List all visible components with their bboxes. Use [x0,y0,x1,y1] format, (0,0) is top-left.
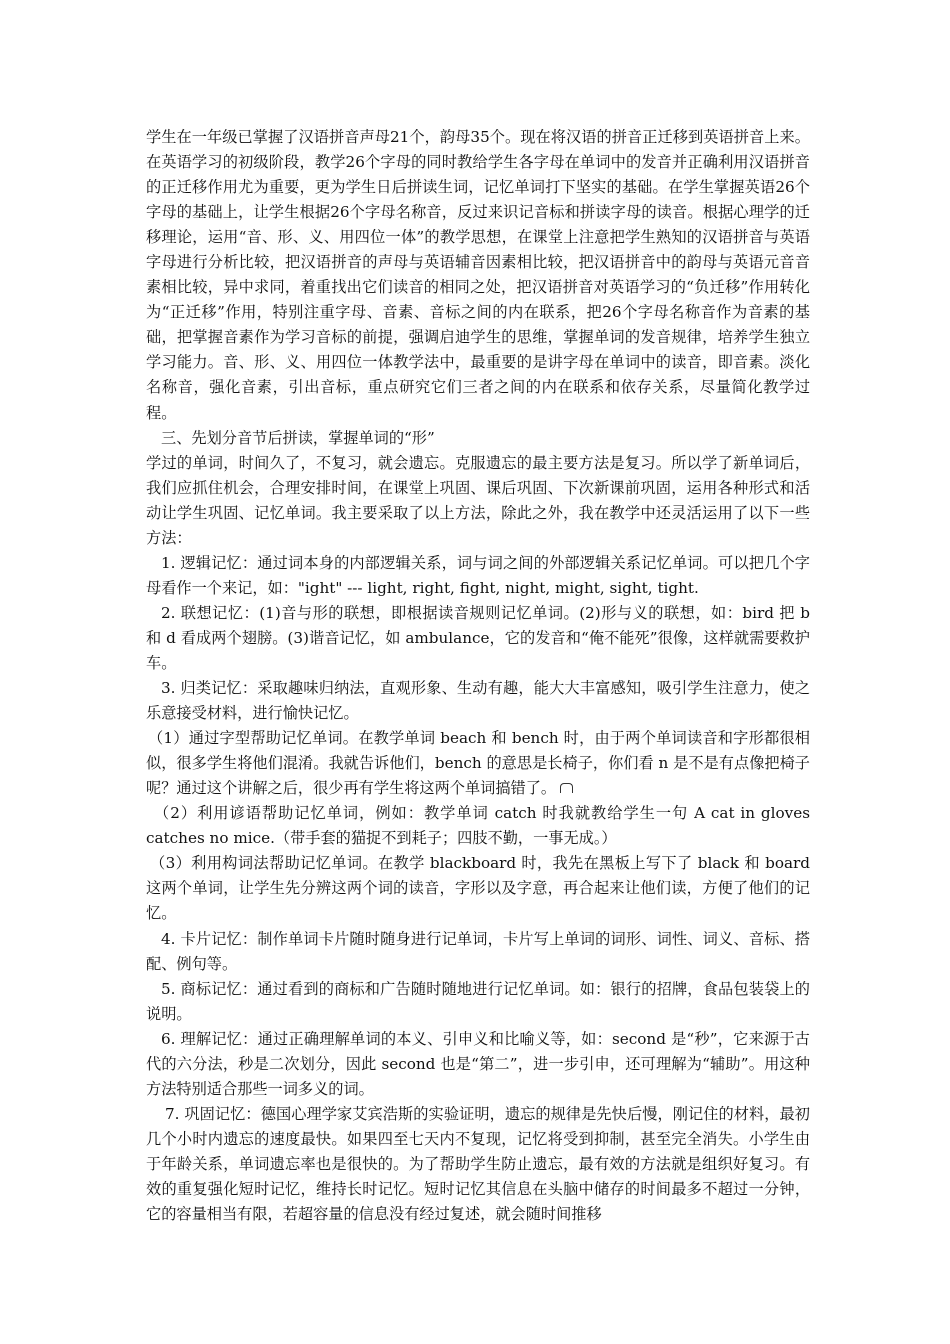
method-association-memory: 2. 联想记忆：(1)音与形的联想，即根据读音规则记忆单词。(2)形与义的联想，如：bird 把 b 和 d 看成两个翅膀。(3)谐音记忆，如 ambulance，它的发音和“俺不能死”很像，这样就需要救护车。 [146,603,810,672]
sub-method-word-formation: （3）利用构词法帮助记忆单词。在教学 blackboard 时，我先在黑板上写下了 black 和 board 这两个单词，让学生先分辨这两个词的读音，字形以及字意，再合起来让他们读，方便了他们的记忆。 [146,854,810,923]
method-understanding-memory: 6. 理解记忆：通过正确理解单词的本义、引申义和比喻义等，如：second 是“秒”，它来源于古代的六分法，秒是二次划分，因此 second 也是“第二”，进一步引申，还可理解为“辅助”。用这种方法特别适合那些一词多义的词。 [146,1029,810,1098]
sub-method-word-shape-text: （1）通过字型帮助记忆单词。在教学单词 beach 和 bench 时，由于两个单词读音和字形都很相似，很多学生将他们混淆。我就告诉他们，bench 的意思是长椅子，你们看 n 是不是有点像把椅子呢？通过这个讲解之后，很少再有学生将这两个单词搞错了。 [146,729,810,798]
paragraph-pinyin-transfer: 学生在一年级已掌握了汉语拼音声母21个，韵母35个。现在将汉语的拼音正迁移到英语拼音上来。在英语学习的初级阶段，教学26个字母的同时教给学生各字母在单词中的发音并正确利用汉语拼音的正迁移作用尤为重要，更为学生日后拼读生词，记忆单词打下坚实的基础。在学生掌握英语26个字母的基础上，让学生根据26个字母名称音，反过来识记音标和拼读字母的读音。根据心理学的迁移理论，运用“音、形、义、用四位一体”的教学思想，在课堂上注意把学生熟知的汉语拼音与英语字母进行分析比较，把汉语拼音的声母与英语辅音因素相比较，把汉语拼音中的韵母与英语元音音素相比较，异中求同，着重找出它们读音的相同之处，把汉语拼音对英语学习的“负迁移”作用转化为“正迁移”作用，特别注重字母、音素、音标之间的内在联系，把26个字母名称音作为音素的基础，把掌握音素作为学习音标的前提，强调启迪学生的思维，掌握单词的发音规律，培养学生独立学习能力。音、形、义、用四位一体教学法中，最重要的是讲字母在单词中的读音，即音素。淡化名称音，强化音素，引出音标，重点研究它们三者之间的内在联系和依存关系，尽量简化教学过程。 [146,128,810,422]
paragraph-review-intro: 学过的单词，时间久了，不复习，就会遗忘。克服遗忘的最主要方法是复习。所以学了新单词后，我们应抓住机会，合理安排时间，在课堂上巩固、课后巩固、下次新课前巩固，运用各种形式和活动让学生巩固、记忆单词。我主要采取了以上方法，除此之外，我在教学中还灵活运用了以下一些方法： [146,453,810,547]
sub-method-word-shape [146,726,810,801]
edit-mark-icon [560,783,573,793]
document-body [146,125,810,1227]
sub-method-proverb: （2）利用谚语帮助记忆单词，例如：教学单词 catch 时我就教给学生一句 A cat in gloves catches no mice.（带手套的猫捉不到耗子；四肢不勤，一事无成。） [146,804,810,848]
method-card-memory: 4. 卡片记忆：制作单词卡片随时随身进行记单词，卡片写上单词的词形、词性、词义、音标、搭配、例句等。 [146,929,810,973]
method-consolidation-memory: 7. 巩固记忆：德国心理学家艾宾浩斯的实验证明，遗忘的规律是先快后慢，刚记住的材料，最初几个小时内遗忘的速度最快。如果四至七天内不复现，记忆将受到抑制，甚至完全消失。小学生由于年龄关系，单词遗忘率也是很快的。为了帮助学生防止遗忘，最有效的方法就是组织好复习。有效的重复强化短时记忆，维持长时记忆。短时记忆其信息在头脑中储存的时间最多不超过一分钟，它的容量相当有限，若超容量的信息没有经过复述，就会随时间推移 [146,1104,810,1224]
method-brand-memory: 5. 商标记忆：通过看到的商标和广告随时随地进行记忆单词。如：银行的招牌，食品包装袋上的说明。 [146,979,810,1023]
section-heading-three: 三、先划分音节后拼读，掌握单词的“形” [161,428,435,447]
method-logic-memory: 1. 逻辑记忆：通过词本身的内部逻辑关系，词与词之间的外部逻辑关系记忆单词。可以把几个字母看作一个来记，如："ight" --- light, right, fight, night, might, sight, tight. [146,553,810,597]
method-category-memory: 3. 归类记忆：采取趣味归纳法，直观形象、生动有趣，能大大丰富感知，吸引学生注意力，使之乐意接受材料，进行愉快记忆。 [146,679,810,723]
